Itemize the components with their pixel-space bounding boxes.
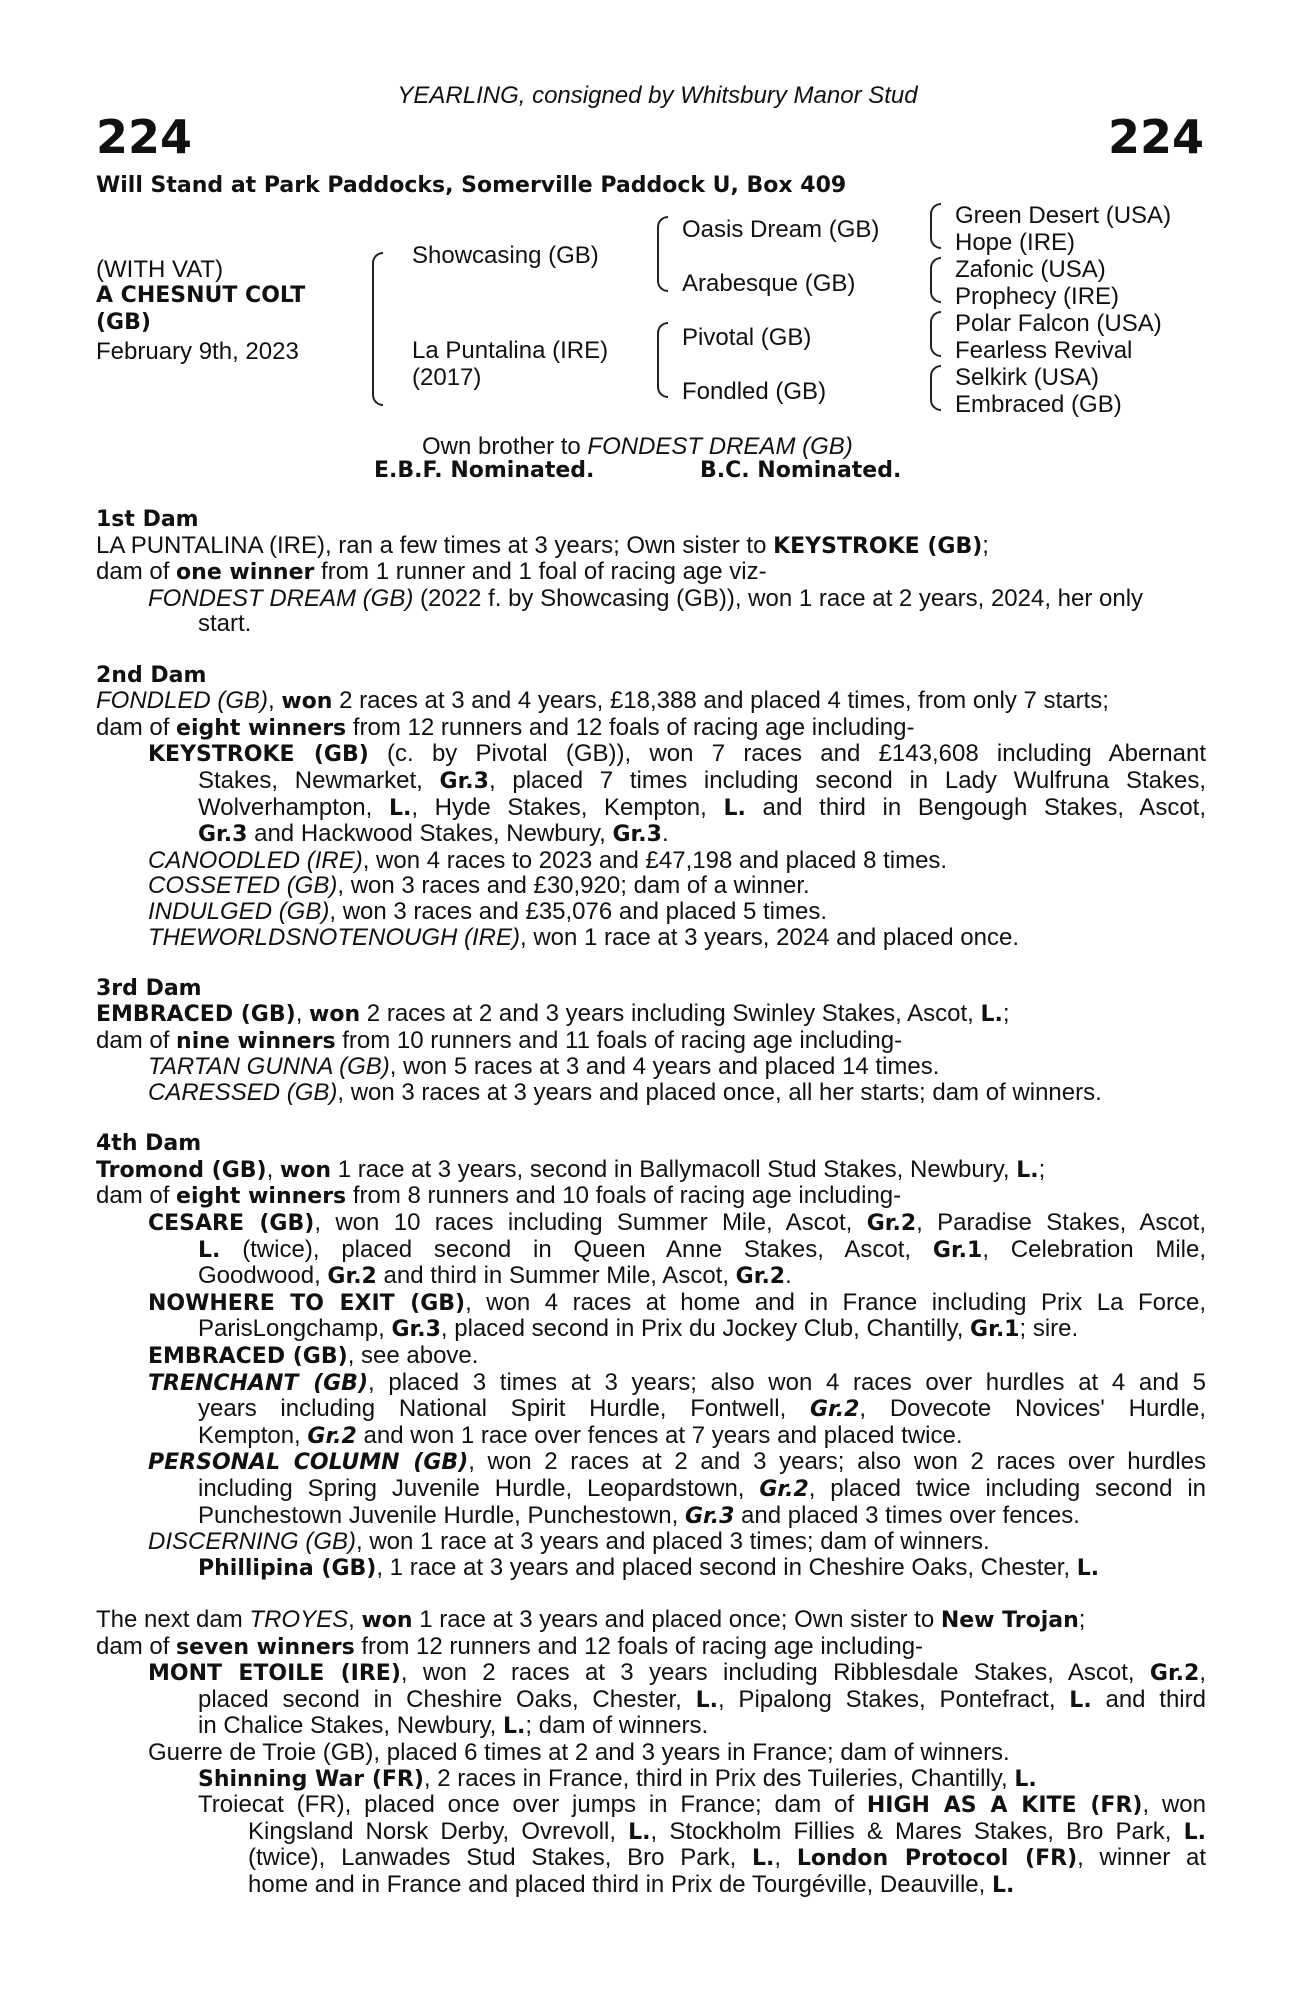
- bold-text: L.: [388, 795, 412, 821]
- pedigree-text-line: [96, 1740, 1206, 1766]
- dam-section: [96, 976, 1206, 1106]
- text-run: in Chalice Stakes, Newbury,: [198, 1712, 504, 1740]
- bold-text: Gr.2: [759, 1476, 809, 1502]
- pedigree-sire-dam: Arabesque (GB): [682, 270, 856, 297]
- pedigree-dss: Polar Falcon (USA): [955, 310, 1162, 337]
- bold-text: Gr.2: [307, 1423, 357, 1449]
- pedigree-text-line: [96, 1210, 1206, 1237]
- lot-name-country: (GB): [96, 310, 151, 335]
- text-run: ; sire.: [1019, 1315, 1079, 1343]
- text-run: Stakes, Newmarket,: [198, 766, 440, 794]
- text-run: ;: [1002, 1000, 1010, 1028]
- bold-text: New Trojan: [940, 1607, 1079, 1633]
- bold-text: L.: [1069, 1687, 1092, 1713]
- text-run: , see above.: [347, 1342, 479, 1369]
- text-run: , won 4 races to 2023 and £47,198 and placed 8 times.: [362, 846, 948, 874]
- pedigree-text-line: [96, 1157, 1206, 1184]
- bold-text: L.: [1014, 1766, 1037, 1792]
- italic-text: CARESSED (GB): [148, 1079, 338, 1107]
- italic-text: INDULGED (GB): [148, 897, 330, 925]
- vat-note: (WITH VAT): [96, 256, 224, 283]
- text-run: (twice), Lanwades Stud Stakes, Bro Park,: [248, 1844, 753, 1872]
- bold-text: Shinning War (FR): [198, 1766, 424, 1792]
- text-run: and third: [1091, 1685, 1206, 1713]
- pedigree-brace: [930, 311, 941, 357]
- text-run: home and in France and placed third in Prix de Tourgéville, Deauville,: [248, 1870, 992, 1898]
- bold-text: L.: [1183, 1819, 1206, 1845]
- text-run: , Celebration Mile,: [982, 1235, 1207, 1263]
- text-run: from 1 runner and 1 foal of racing age viz-: [314, 558, 767, 586]
- pedigree-text-line: [96, 741, 1206, 768]
- text-run: placed second in Cheshire Oaks, Chester,: [198, 1685, 696, 1713]
- text-run: ,: [266, 1155, 280, 1183]
- text-run: , winner at: [1077, 1844, 1207, 1872]
- pedigree-text-line: [96, 848, 1206, 874]
- bold-text: NOWHERE TO EXIT (GB): [148, 1290, 466, 1316]
- foaling-date: February 9th, 2023: [96, 338, 299, 365]
- bold-text: Gr.2: [735, 1264, 786, 1290]
- text-run: .: [785, 1262, 792, 1290]
- bold-text: L.: [503, 1714, 526, 1740]
- bold-text: won: [309, 1002, 361, 1028]
- stand-location: Will Stand at Park Paddocks, Somerville Paddock U, Box 409: [96, 173, 847, 198]
- pedigree-text-line: [96, 1713, 1206, 1740]
- bold-text: L.: [752, 1846, 775, 1872]
- text-run: , Hyde Stakes, Kempton,: [411, 793, 724, 821]
- text-run: (twice), placed second in Queen Anne Stakes, Ascot,: [220, 1235, 933, 1263]
- italic-text: TROYES: [249, 1605, 349, 1633]
- text-run: years including National Spirit Hurdle, Fontwell,: [198, 1395, 810, 1423]
- bold-text: one winner: [176, 560, 315, 586]
- bold-text: Gr.3: [684, 1503, 735, 1529]
- pedigree-brace: [372, 252, 383, 406]
- pedigree-text-line: [96, 1792, 1206, 1819]
- text-run: , won 1 race at 3 years, 2024 and placed once.: [520, 923, 1019, 951]
- text-run: , placed 3 times at 3 years; also won 4 races over hurdles at 4 and 5: [368, 1368, 1206, 1396]
- text-run: Wolverhampton,: [198, 793, 389, 821]
- bold-text: eight winners: [176, 1184, 347, 1210]
- bold-text: Tromond (GB): [96, 1157, 267, 1183]
- text-run: including Spring Juvenile Hurdle, Leopardstown,: [198, 1474, 760, 1502]
- bold-text: HIGH AS A KITE (FR): [866, 1793, 1143, 1819]
- italic-text: CANOODLED (IRE): [148, 846, 363, 874]
- italic-text: COSSETED (GB): [148, 872, 338, 900]
- text-run: ;: [982, 531, 989, 559]
- pedigree-text-line: [96, 821, 1206, 848]
- text-run: and Hackwood Stakes, Newbury,: [247, 820, 613, 848]
- text-run: Punchestown Juvenile Hurdle, Punchestown,: [198, 1501, 685, 1529]
- pedigree-text-line: [96, 715, 1206, 742]
- text-run: Troiecat (FR), placed once over jumps in France; dam of: [198, 1791, 867, 1819]
- bold-text: TRENCHANT (GB): [148, 1370, 369, 1396]
- bold-text: L.: [1076, 1555, 1100, 1581]
- bold-text: L.: [991, 1872, 1015, 1898]
- italic-text: THEWORLDSNOTENOUGH (IRE): [148, 923, 520, 951]
- bold-text: KEYSTROKE (GB): [148, 742, 369, 768]
- pedigree-text-line: [96, 1316, 1206, 1343]
- bold-text: Gr.2: [327, 1264, 377, 1290]
- dam-section-heading: 2nd Dam: [96, 662, 207, 688]
- pedigree-text-line: [96, 1237, 1206, 1264]
- pedigree-dsd: Fearless Revival: [955, 337, 1133, 364]
- text-run: 2 races at 3 and 4 years, £18,388 and placed 4 times, from only 7 starts;: [332, 687, 1109, 715]
- text-run: Kempton,: [198, 1421, 308, 1449]
- text-run: ,: [295, 1000, 310, 1028]
- text-run: , 2 races in France, third in Prix des Tuileries, Chantilly,: [423, 1764, 1015, 1792]
- text-run: , won 3 races at 3 years and placed once, all her starts; dam of winners.: [337, 1079, 1102, 1107]
- text-run: 1 race at 3 years, second in Ballymacoll Stud Stakes, Newbury,: [331, 1155, 1017, 1183]
- pedigree-text-line: [96, 1766, 1206, 1793]
- bold-text: L.: [723, 795, 746, 821]
- dam-section-heading: 1st Dam: [96, 507, 199, 532]
- ebf-nominated: E.B.F. Nominated.: [374, 458, 595, 483]
- bold-text: EMBRACED (GB): [148, 1344, 348, 1369]
- pedigree-dam: La Puntalina (IRE): [412, 337, 609, 364]
- text-run: and third in Bengough Stakes, Ascot,: [745, 793, 1206, 821]
- text-run: Guerre de Troie (GB), placed 6 times at 2 and 3 years in France; dam of winners.: [148, 1738, 1010, 1766]
- text-run: ,: [1199, 1659, 1206, 1687]
- pedigree-text-line: [96, 1845, 1206, 1872]
- bold-text: CESARE (GB): [148, 1211, 315, 1237]
- text-run: ;: [1038, 1155, 1046, 1183]
- pedigree-text-line: [96, 1634, 1206, 1661]
- pedigree-text-line: [96, 688, 1206, 715]
- pedigree-text-line: [96, 1028, 1206, 1055]
- bold-text: Phillipina (GB): [198, 1555, 377, 1581]
- text-run: from 12 runners and 12 foals of racing age including-: [354, 1632, 924, 1660]
- text-run: Goodwood,: [198, 1262, 328, 1290]
- pedigree-dam-year: (2017): [412, 364, 482, 391]
- text-run: , placed second in Prix du Jockey Club, Chantilly,: [440, 1315, 971, 1343]
- bold-text: won: [279, 1157, 332, 1183]
- pedigree-text-line: [96, 1183, 1206, 1210]
- text-run: ParisLongchamp,: [198, 1315, 392, 1343]
- pedigree-text-line: [96, 795, 1206, 822]
- text-run: , won 10 races including Summer Mile, Ascot,: [314, 1209, 867, 1237]
- bold-text: Gr.2: [866, 1211, 917, 1237]
- pedigree-dam-sire: Pivotal (GB): [682, 324, 812, 351]
- text-run: (2022 f. by Showcasing (GB)), won 1 race at 2 years, 2024, her only: [413, 584, 1144, 612]
- pedigree-brace: [930, 365, 941, 411]
- bold-text: Gr.3: [612, 822, 662, 848]
- text-run: , won 4 races at home and in France including Prix La Force,: [465, 1288, 1206, 1316]
- bold-text: Gr.2: [809, 1397, 860, 1423]
- pedigree-text-line: [96, 1080, 1206, 1106]
- italic-text: FONDEST DREAM (GB): [148, 584, 414, 612]
- pedigree-dam-dam: Fondled (GB): [682, 378, 827, 405]
- italic-text: DISCERNING (GB): [148, 1528, 357, 1556]
- text-run: , Paradise Stakes, Ascot,: [916, 1209, 1207, 1237]
- italic-text: TARTAN GUNNA (GB): [148, 1053, 390, 1081]
- pedigree-sire: Showcasing (GB): [412, 242, 599, 269]
- bold-text: L.: [628, 1819, 651, 1845]
- own-brother-text: Own brother to FONDEST DREAM (GB): [422, 433, 853, 460]
- bold-text: Gr.1: [970, 1317, 1020, 1343]
- pedigree-text-line: [96, 1529, 1206, 1555]
- bold-text: Gr.3: [439, 768, 489, 794]
- pedigree-text-line: [96, 1263, 1206, 1290]
- bold-text: nine winners: [176, 1028, 336, 1054]
- pedigree-text-line: [96, 1607, 1206, 1634]
- text-run: ,: [268, 687, 282, 715]
- text-run: , won 2 races at 3 years including Ribblesdale Stakes, Ascot,: [400, 1659, 1150, 1687]
- pedigree-sds: Zafonic (USA): [955, 256, 1106, 283]
- pedigree-sire-sire: Oasis Dream (GB): [682, 216, 880, 243]
- pedigree-text-line: [96, 611, 1206, 637]
- pedigree-sss: Green Desert (USA): [955, 202, 1172, 229]
- dam-section-heading: 4th Dam: [96, 1131, 202, 1157]
- pedigree-text-line: [96, 1476, 1206, 1503]
- text-run: dam of: [96, 558, 177, 586]
- text-run: Kingsland Norsk Derby, Ovrevoll,: [248, 1817, 629, 1845]
- bold-text: Gr.1: [932, 1237, 983, 1263]
- pedigree-text-line: [96, 1660, 1206, 1687]
- text-run: and placed 3 times over fences.: [734, 1501, 1080, 1529]
- pedigree-text-line: [96, 925, 1206, 951]
- pedigree-text-line: [96, 559, 1206, 586]
- text-run: from 10 runners and 11 foals of racing age including-: [335, 1026, 903, 1054]
- pedigree-ddd: Embraced (GB): [955, 391, 1122, 418]
- text-run: ;: [1078, 1605, 1086, 1633]
- text-run: from 12 runners and 12 foals of racing age including-: [346, 713, 915, 741]
- pedigree-text-line: [96, 1687, 1206, 1714]
- text-run: , won 3 races and £30,920; dam of a winner.: [337, 872, 810, 900]
- text-run: start.: [198, 610, 252, 638]
- text-run: The next dam: [96, 1605, 250, 1633]
- text-run: ; dam of winners.: [525, 1712, 709, 1740]
- pedigree-text-line: [96, 1503, 1206, 1530]
- bold-text: Gr.3: [198, 822, 248, 848]
- pedigree-text-line: [96, 1449, 1206, 1476]
- bold-text: PERSONAL COLUMN (GB): [148, 1450, 469, 1476]
- text-run: , won 1 race at 3 years and placed 3 times; dam of winners.: [356, 1528, 990, 1556]
- bold-text: Gr.2: [1149, 1661, 1200, 1687]
- pedigree-text-line: [96, 533, 1206, 560]
- dam-section: [96, 663, 1206, 951]
- bold-text: won: [281, 689, 333, 715]
- pedigree-text-line: [96, 586, 1206, 612]
- dam-section: [96, 1607, 1206, 1899]
- bold-text: L.: [198, 1237, 221, 1263]
- text-run: ,: [774, 1844, 797, 1872]
- text-run: LA PUNTALINA (IRE), ran a few times at 3 years; Own sister to: [96, 531, 774, 559]
- text-run: 2 races at 2 and 3 years including Swinley Stakes, Ascot,: [360, 1000, 981, 1028]
- text-run: (c. by Pivotal (GB)), won 7 races and £143,608 including Abernant: [368, 740, 1207, 768]
- pedigree-text-line: [96, 1054, 1206, 1080]
- bold-text: Gr.3: [391, 1317, 441, 1343]
- lot-number-left: 224: [96, 110, 193, 164]
- text-run: , Pipalong Stakes, Pontefract,: [717, 1685, 1070, 1713]
- text-run: and won 1 race over fences at 7 years and placed twice.: [356, 1421, 963, 1449]
- text-run: , Dovecote Novices' Hurdle,: [859, 1395, 1206, 1423]
- text-run: ,: [348, 1605, 362, 1633]
- pedigree-text-line: [96, 1555, 1206, 1582]
- lot-name: A CHESNUT COLT: [96, 283, 306, 308]
- bold-text: EMBRACED (GB): [96, 1002, 296, 1028]
- pedigree-brace: [657, 322, 668, 398]
- pedigree-text-line: [96, 1396, 1206, 1423]
- pedigree-text-line: [96, 768, 1206, 795]
- pedigree-text-line: [96, 1001, 1206, 1028]
- pedigree-dds: Selkirk (USA): [955, 364, 1100, 391]
- pedigree-text-line: [96, 1819, 1206, 1846]
- bold-text: won: [361, 1607, 413, 1633]
- dam-line-body: [96, 507, 1206, 1924]
- pedigree-text-line: [96, 1343, 1206, 1370]
- pedigree-text-line: [96, 1290, 1206, 1317]
- text-run: , won 3 races and £35,076 and placed 5 times.: [329, 897, 828, 925]
- text-run: , won 2 races at 2 and 3 years; also won 2 races over hurdles: [468, 1448, 1206, 1476]
- pedigree-brace: [930, 257, 941, 303]
- text-run: , won 5 races at 3 and 4 years and placed 14 times.: [389, 1053, 940, 1081]
- text-run: dam of: [96, 713, 177, 741]
- text-run: , won: [1142, 1791, 1206, 1819]
- bold-text: KEYSTROKE (GB): [773, 533, 983, 559]
- bold-text: L.: [980, 1002, 1003, 1028]
- bold-text: London Protocol (FR): [796, 1846, 1078, 1872]
- bold-text: L.: [1016, 1157, 1039, 1183]
- text-run: , Stockholm Fillies & Mares Stakes, Bro Park,: [650, 1817, 1184, 1845]
- lot-number-right: 224: [1107, 110, 1204, 164]
- bold-text: eight winners: [176, 715, 347, 741]
- bc-nominated: B.C. Nominated.: [700, 458, 902, 483]
- text-run: 1 race at 3 years and placed once; Own sister to: [412, 1605, 941, 1633]
- text-run: , placed twice including second in: [808, 1474, 1206, 1502]
- italic-text: FONDLED (GB): [96, 687, 269, 715]
- pedigree-text-line: [96, 1370, 1206, 1397]
- pedigree-text-line: [96, 899, 1206, 925]
- text-run: dam of: [96, 1026, 177, 1054]
- text-run: from 8 runners and 10 foals of racing age including-: [346, 1182, 902, 1210]
- pedigree-ssd: Hope (IRE): [955, 229, 1076, 256]
- bold-text: L.: [695, 1687, 718, 1713]
- pedigree-text-line: [96, 1423, 1206, 1450]
- own-brother-note: [422, 433, 853, 460]
- bold-text: MONT ETOILE (IRE): [148, 1661, 401, 1687]
- pedigree-text-line: [96, 873, 1206, 899]
- dam-section: [96, 1131, 1206, 1581]
- pedigree-brace: [657, 216, 668, 292]
- pedigree-brace: [930, 203, 941, 249]
- text-run: dam of: [96, 1632, 177, 1660]
- consignor-line: YEARLING, consigned by Whitsbury Manor Stud: [397, 82, 918, 109]
- pedigree-text-line: [96, 1872, 1206, 1899]
- dam-section-heading: 3rd Dam: [96, 975, 202, 1001]
- text-run: , placed 7 times including second in Lady Wulfruna Stakes,: [488, 766, 1207, 794]
- text-run: , 1 race at 3 years and placed second in Cheshire Oaks, Chester,: [376, 1553, 1077, 1581]
- pedigree-sdd: Prophecy (IRE): [955, 283, 1120, 310]
- text-run: dam of: [96, 1182, 177, 1210]
- text-run: .: [661, 820, 669, 848]
- text-run: and third in Summer Mile, Ascot,: [376, 1262, 736, 1290]
- own-brother-horse: FONDEST DREAM (GB): [587, 433, 853, 460]
- bold-text: seven winners: [176, 1634, 355, 1660]
- dam-section: [96, 507, 1206, 637]
